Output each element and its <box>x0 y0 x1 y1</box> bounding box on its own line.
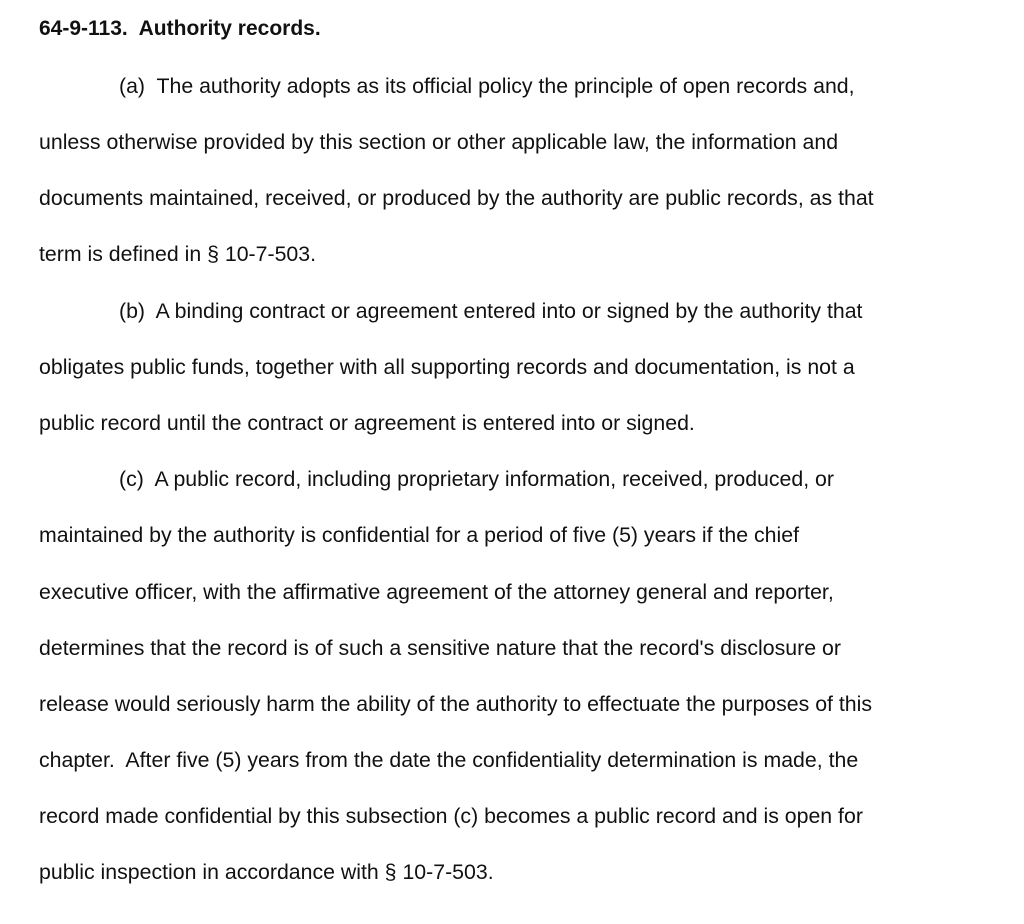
paragraph-line: (a) The authority adopts as its official policy the principle of open records and, <box>119 74 855 98</box>
paragraph-line: (c) A public record, including proprietary information, received, produced, or <box>119 467 834 491</box>
paragraph-line: chapter. After five (5) years from the date the confidentiality determination is made, the <box>39 748 859 772</box>
paragraph-line: release would seriously harm the ability of the authority to effectuate the purposes of this <box>39 692 873 716</box>
paragraph-line: unless otherwise provided by this section or other applicable law, the information and <box>39 130 839 154</box>
paragraph-line: record made confidential by this subsection (c) becomes a public record and is open for <box>39 804 863 828</box>
paragraph-line: (b) A binding contract or agreement entered into or signed by the authority that <box>119 299 863 323</box>
paragraph-line: obligates public funds, together with all supporting records and documentation, is not a <box>39 355 855 379</box>
paragraph-line: maintained by the authority is confidential for a period of five (5) years if the chief <box>39 523 799 547</box>
paragraph-line: documents maintained, received, or produced by the authority are public records, as that <box>39 186 874 210</box>
paragraph-line: public record until the contract or agreement is entered into or signed. <box>39 411 695 435</box>
paragraph-line: public inspection in accordance with § 10-7-503. <box>39 860 494 884</box>
paragraph-line: term is defined in § 10-7-503. <box>39 242 317 266</box>
paragraph-line: determines that the record is of such a sensitive nature that the record's disclosure or <box>39 636 841 660</box>
section-heading: 64-9-113. Authority records. <box>39 17 321 40</box>
paragraph-line: executive officer, with the affirmative agreement of the attorney general and reporter, <box>39 580 834 604</box>
